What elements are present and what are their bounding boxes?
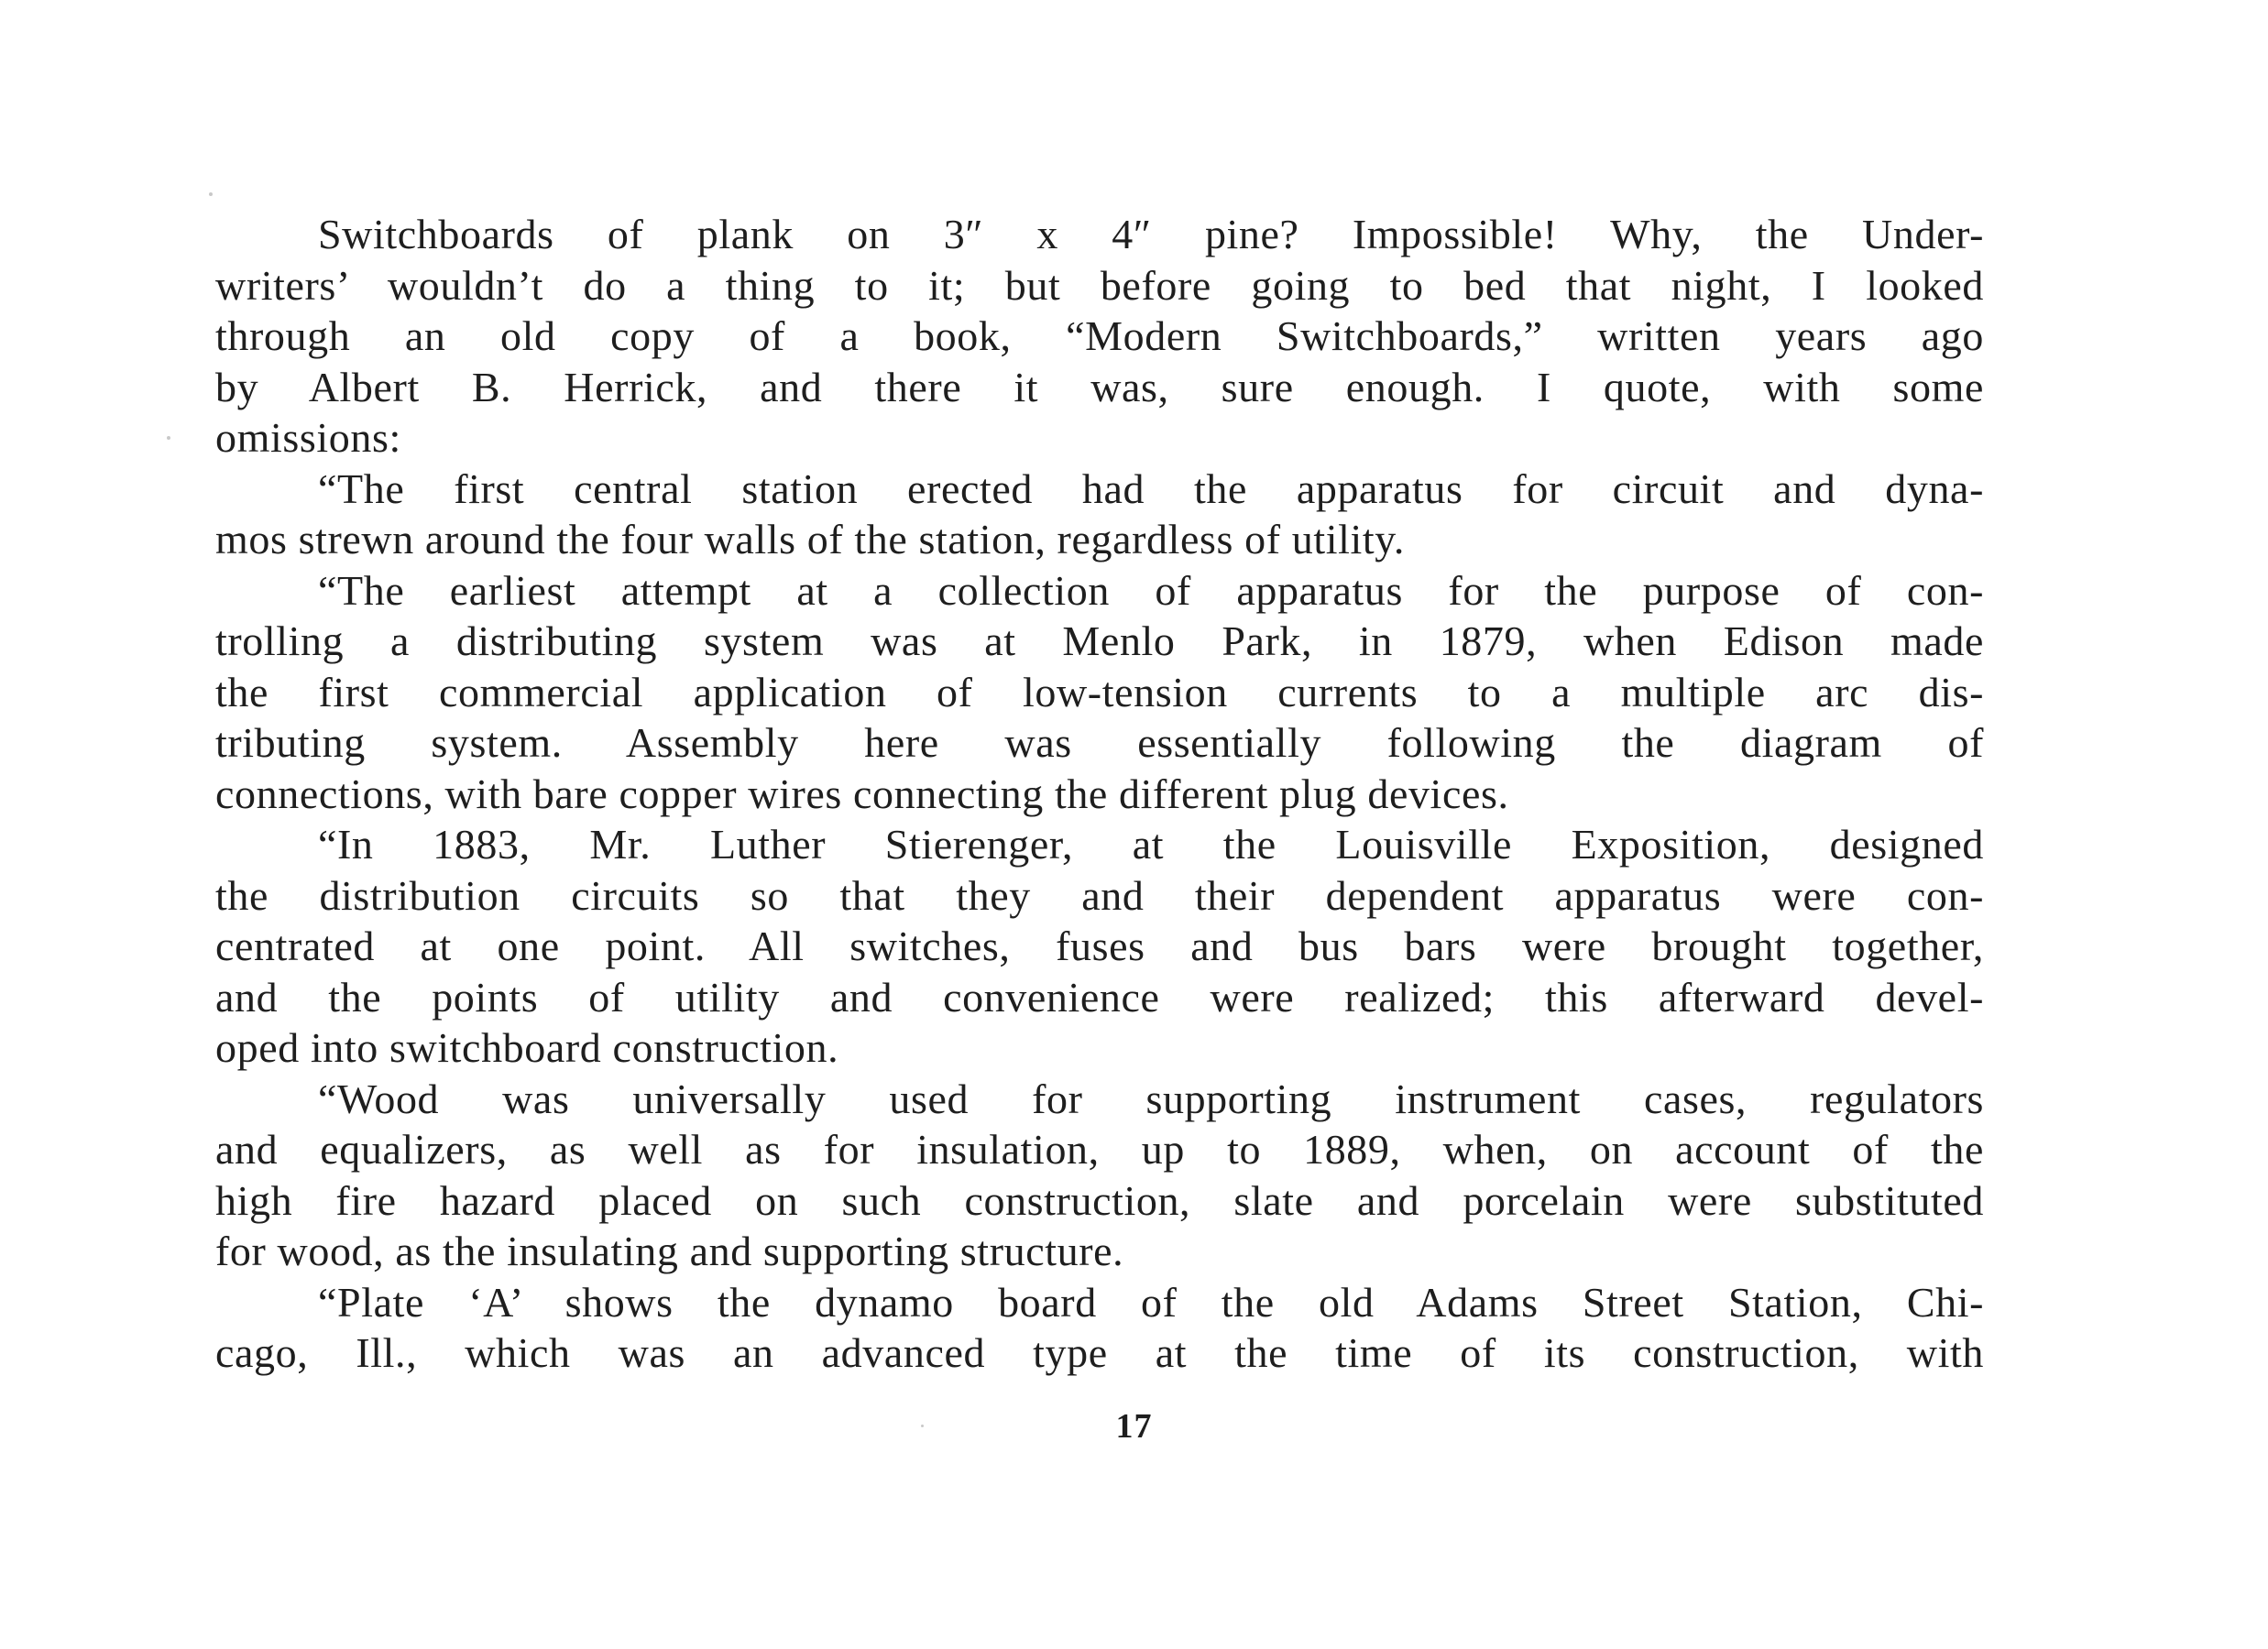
text-line: centrated at one point. All switches, fuses and bus bars were brought together,: [215, 923, 1984, 969]
text-line: “Plate ‘A’ shows the dynamo board of the old Adams Street Station, Chi-: [318, 1278, 1984, 1326]
text-line: the first commercial application of low-tension currents to a multiple arc dis-: [215, 668, 1984, 715]
text-line: and equalizers, as well as for insulation, up to 1889, when, on account of the: [215, 1126, 1984, 1173]
paper-speck: [167, 436, 170, 440]
text-line: through an old copy of a book, “Modern Switchboards,” written years ago: [215, 312, 1984, 359]
text-line: omissions:: [215, 414, 401, 461]
text-line: writers’ wouldn’t do a thing to it; but before going to bed that night, I looked: [215, 261, 1984, 309]
text-line: oped into switchboard construction.: [215, 1024, 839, 1071]
text-line: cago, Ill., which was an advanced type at the time of its construction, with: [215, 1329, 1984, 1376]
text-line: “The first central station erected had the apparatus for circuit and dyna-: [318, 464, 1984, 512]
text-line: “Wood was universally used for supporting instrument cases, regulators: [318, 1075, 1984, 1122]
text-line: tributing system. Assembly here was essentially following the diagram of: [215, 719, 1984, 766]
text-line: “In 1883, Mr. Luther Stierenger, at the Louisville Exposition, designed: [318, 821, 1984, 868]
paper-speck: [921, 1425, 924, 1427]
paper-speck: [209, 192, 213, 196]
text-line: mos strewn around the four walls of the station, regardless of utility.: [215, 516, 1405, 562]
text-line: connections, with bare copper wires connecting the different plug devices.: [215, 770, 1509, 817]
text-line: high fire hazard placed on such construction, slate and porcelain were substituted: [215, 1176, 1984, 1224]
text-line: “The earliest attempt at a collection of apparatus for the purpose of con-: [318, 566, 1984, 614]
text-line: trolling a distributing system was at Menlo Park, in 1879, when Edison made: [215, 617, 1984, 664]
page-number: 17: [1115, 1407, 1153, 1446]
text-line: Switchboards of plank on 3″ x 4″ pine? Impossible! Why, the Under-: [318, 211, 1984, 257]
body-text: [215, 209, 1984, 1379]
text-line: by Albert B. Herrick, and there it was, sure enough. I quote, with some: [215, 363, 1984, 410]
text-line: and the points of utility and convenience were realized; this afterward devel-: [215, 973, 1984, 1021]
text-line: for wood, as the insulating and supporting structure.: [215, 1228, 1124, 1274]
text-line: the distribution circuits so that they and their dependent apparatus were con-: [215, 871, 1984, 919]
